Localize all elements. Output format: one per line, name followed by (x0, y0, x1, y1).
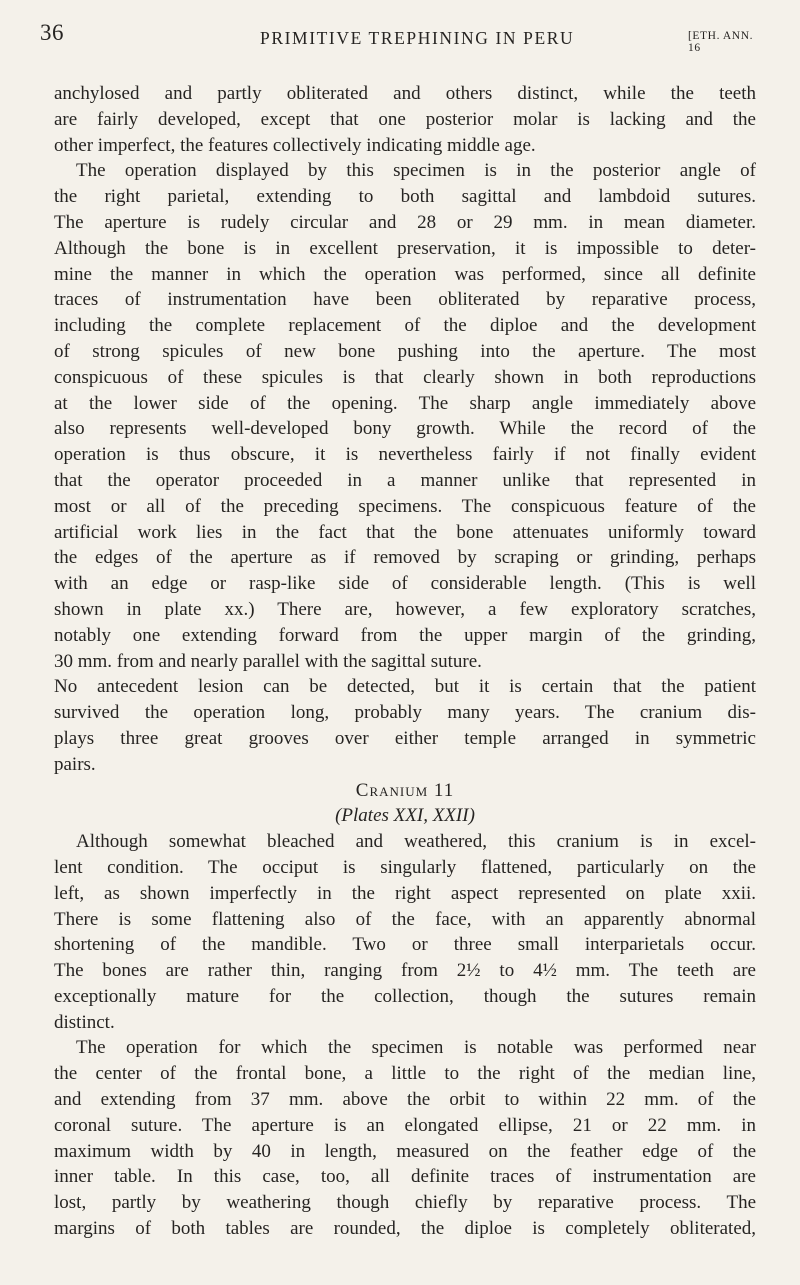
text-line: There is some flattening also of the face, with an apparently abnormal (54, 908, 756, 930)
text-line: 30 mm. from and nearly parallel with the sagittal suture. (54, 650, 482, 672)
text-line: also represents well-developed bony growth. While the record of the (54, 418, 756, 440)
text-line: the center of the frontal bone, a little to the right of the median line, (54, 1063, 756, 1085)
paragraph-3 (54, 829, 756, 1035)
text-line: coronal suture. The aperture is an elongated ellipse, 21 or 22 mm. in (54, 1114, 756, 1136)
text-line: at the lower side of the opening. The sharp angle immediately above (54, 392, 756, 414)
body-text (54, 81, 756, 1242)
text-line: lent condition. The occiput is singularly flattened, particularly on the (54, 856, 756, 878)
page-number: 36 (40, 20, 64, 45)
section-heading-block (54, 778, 756, 830)
text-line: survived the operation long, probably many years. The cranium dis- (54, 702, 756, 724)
text-line: the right parietal, extending to both sagittal and lambdoid sutures. (54, 186, 756, 208)
text-line: margins of both tables are rounded, the diploe is completely obliterated, (54, 1218, 756, 1240)
text-line: The aperture is rudely circular and 28 or 29 mm. in mean diameter. (54, 211, 756, 233)
text-line: The operation displayed by this specimen is in the posterior angle of (76, 160, 756, 182)
text-line: Although the bone is in excellent preservation, it is impossible to deter- (54, 237, 756, 259)
text-line: mine the manner in which the operation was performed, since all definite (54, 263, 756, 285)
text-line: the edges of the aperture as if removed by scraping or grinding, perhaps (54, 547, 756, 569)
text-line: anchylosed and partly obliterated and others distinct, while the teeth (54, 83, 756, 104)
text-line: The operation for which the specimen is notable was performed near (76, 1037, 756, 1059)
text-line: left, as shown imperfectly in the right aspect represented on plate xxii. (54, 882, 756, 904)
text-line: other imperfect, the features collectively indicating middle age. (54, 134, 536, 156)
text-line: operation is thus obscure, it is nevertheless fairly if not finally evident (54, 444, 756, 466)
text-line: maximum width by 40 in length, measured on the feather edge of the (54, 1140, 756, 1162)
running-reference: [ETH. ANN. 16 (688, 30, 754, 54)
text-line: shown in plate xx.) There are, however, a few exploratory scratches, (54, 598, 756, 620)
text-line: lost, partly by weathering though chiefly by reparative process. The (54, 1192, 756, 1214)
text-line: distinct. (54, 1011, 115, 1033)
text-line: of strong spicules of new bone pushing into the aperture. The most (54, 340, 756, 362)
text-line: Although somewhat bleached and weathered, this cranium is in excel- (76, 831, 756, 853)
section-heading: Cranium 11 (355, 779, 455, 801)
paragraph-2 (54, 158, 756, 777)
text-line: conspicuous of these spicules is that clearly shown in both reproductions (54, 366, 756, 388)
plates-reference: (Plates XXI, XXII) (335, 805, 475, 827)
text-line: exceptionally mature for the collection, though the sutures remain (54, 985, 756, 1007)
paragraph-4 (54, 1035, 756, 1241)
text-line: artificial work lies in the fact that the bone attenuates uniformly toward (54, 521, 756, 543)
text-line: that the operator proceeded in a manner unlike that represented in (54, 469, 756, 491)
text-line: and extending from 37 mm. above the orbit to within 22 mm. of the (54, 1089, 756, 1111)
running-title: PRIMITIVE TREPHINING IN PERU (260, 28, 575, 48)
text-line: traces of instrumentation have been obliterated by reparative process, (54, 289, 756, 311)
text-line: with an edge or rasp-like side of considerable length. (This is well (54, 573, 756, 595)
text-line: No antecedent lesion can be detected, but it is certain that the patient (54, 676, 756, 698)
paragraph-1 (54, 81, 756, 158)
text-line: including the complete replacement of the diploe and the development (54, 315, 756, 337)
text-line: notably one extending forward from the upper margin of the grinding, (54, 624, 756, 646)
text-line: inner table. In this case, too, all definite traces of instrumentation are (54, 1166, 756, 1188)
text-line: are fairly developed, except that one posterior molar is lacking and the (54, 108, 756, 130)
running-head (40, 20, 760, 54)
text-line: The bones are rather thin, ranging from 2½ to 4½ mm. The teeth are (54, 960, 756, 982)
text-line: plays three great grooves over either temple arranged in symmetric (54, 727, 756, 749)
text-line: shortening of the mandible. Two or three small interparietals occur. (54, 934, 756, 956)
text-line: most or all of the preceding specimens. The conspicuous feature of the (54, 495, 756, 517)
text-line: pairs. (54, 753, 96, 775)
